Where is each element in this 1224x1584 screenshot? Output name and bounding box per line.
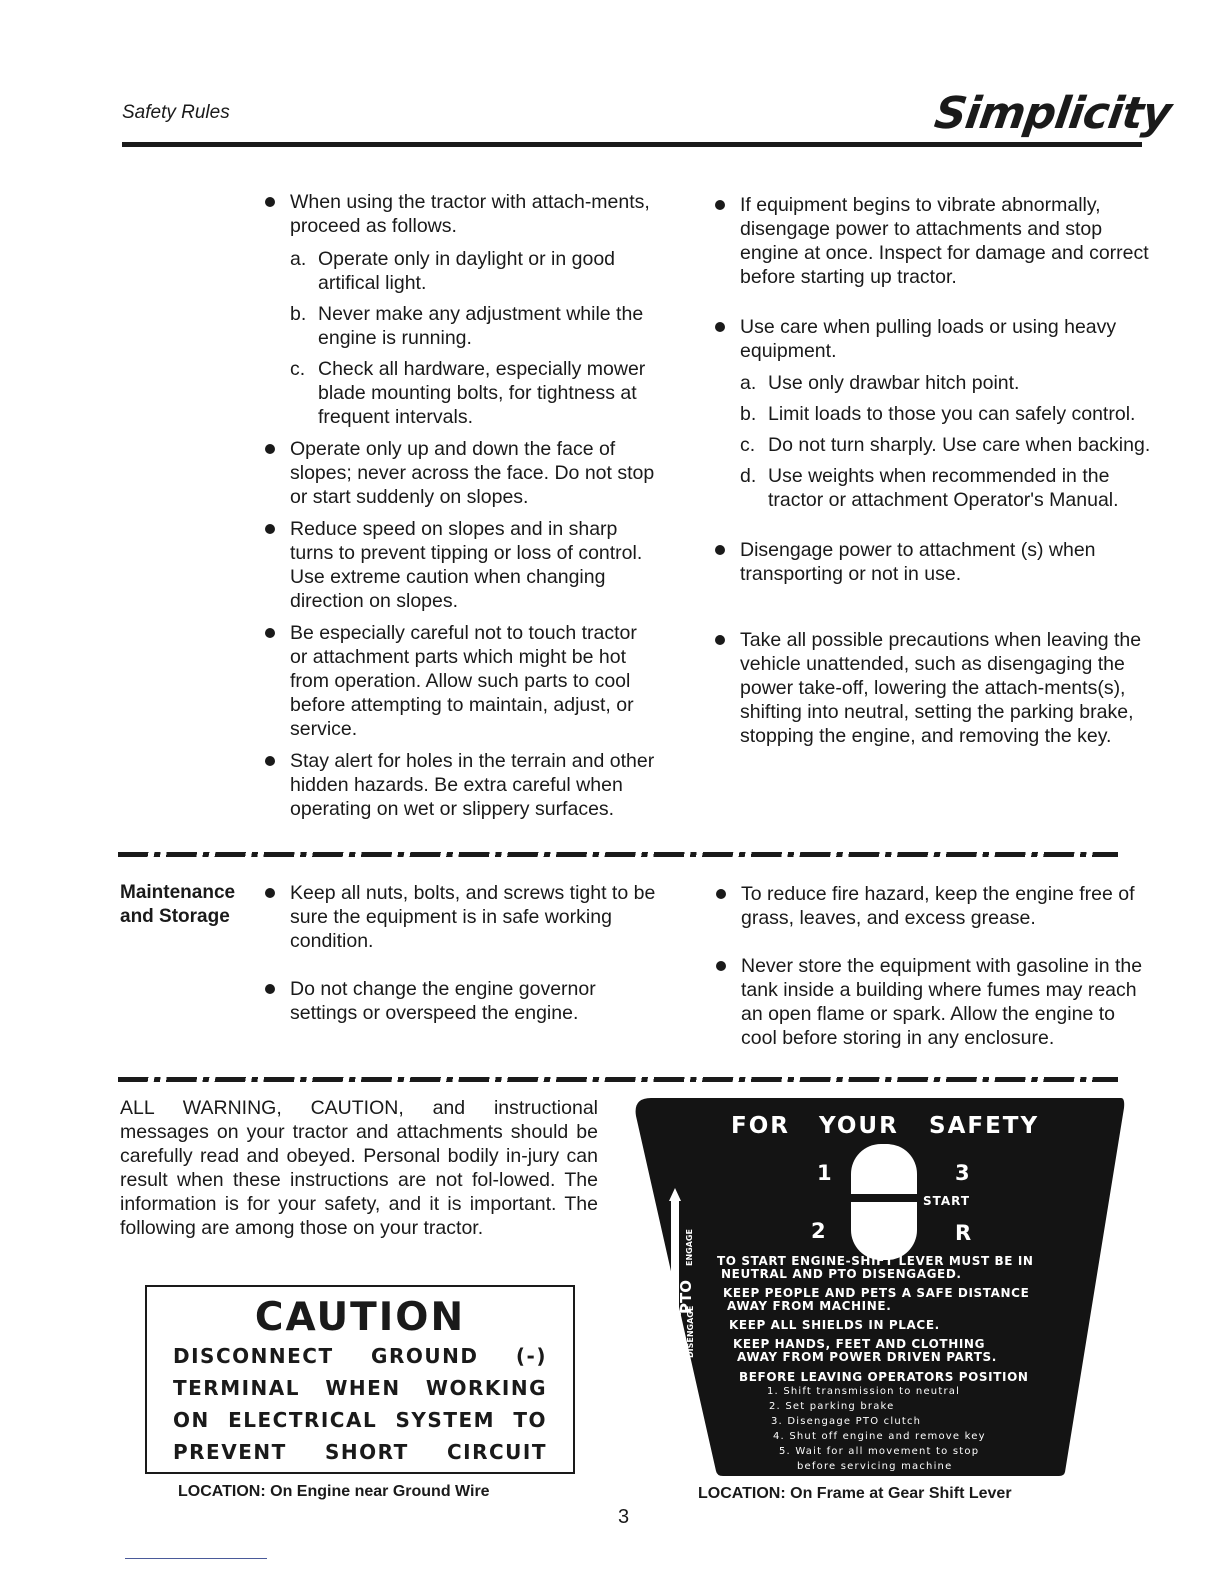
gear-start: START	[923, 1194, 971, 1208]
warning-paragraph: ALL WARNING, CAUTION, and instructional messages on your tractor and attachments should be carefully read and obeyed. Personal bodily in-jury can result when these instructions are not fol-lowed. The information is for your safety, and it is important. The following are among those on your tractor.	[120, 1097, 598, 1239]
decal-title-word: YOUR	[819, 1113, 899, 1139]
list-item: Never store the equipment with gasoline in the tank inside a building where fumes may reach an open flame or spark. Allow the engine to cool before storing in any enclosure.	[713, 954, 1143, 1050]
list-item: If equipment begins to vibrate abnormally, disengage power to attachments and stop engine at once. Inspect for damage and correct before starting up tractor.	[712, 193, 1152, 289]
pto-disengage-label: DISENGAGE	[686, 1305, 695, 1358]
page-number: 3	[618, 1506, 630, 1528]
caution-label	[145, 1285, 575, 1474]
footnote-rule	[125, 1558, 267, 1559]
maintenance-left	[262, 881, 657, 1033]
decal-message: AWAY FROM MACHINE.	[727, 1299, 892, 1313]
brand-logo: Simplicity	[931, 88, 1174, 139]
decal-message: BEFORE LEAVING OPERATORS POSITION	[739, 1370, 1029, 1384]
pto-center-label: CENTER	[674, 1312, 683, 1348]
decal-message: NEUTRAL AND PTO DISENGAGED.	[721, 1267, 962, 1281]
decal-message: AWAY FROM POWER DRIVEN PARTS.	[737, 1350, 997, 1364]
right-column	[712, 193, 1152, 756]
maintenance-label: Maintenance and Storage	[120, 882, 236, 927]
list-item: Do not change the engine governor settings or overspeed the engine.	[262, 977, 657, 1025]
pto-label: PTO	[677, 1280, 695, 1314]
list-item: Use care when pulling loads or using heavy equipment. a. Use only drawbar hitch point. b. Limit loads to those you can safely control. c. Do not turn sharply. Use care when backing. d. Use weights when recommended in the tractor or attachment Operator's Manual.	[712, 315, 1152, 512]
section-divider	[118, 1077, 1118, 1082]
section-title: Safety Rules	[122, 102, 230, 123]
decal-title-word: FOR	[731, 1113, 790, 1139]
decal-step: 4. Shut off engine and remove key	[773, 1431, 986, 1442]
decal-step: 1. Shift transmission to neutral	[767, 1386, 961, 1397]
list-item: Operate only up and down the face of slopes; never across the face. Do not stop or start suddenly on slopes.	[262, 437, 657, 509]
decal-location: LOCATION: On Frame at Gear Shift Lever	[698, 1485, 1012, 1502]
decal-step: 3. Disengage PTO clutch	[771, 1416, 922, 1427]
section-divider	[118, 852, 1118, 857]
header-rule	[122, 142, 1142, 147]
decal-message: TO START ENGINE-SHIFT LEVER MUST BE IN	[717, 1254, 1034, 1268]
caution-line: PREVENT SHORT CIRCUIT	[173, 1440, 547, 1464]
list-item: Disengage power to attachment (s) when transporting or not in use.	[712, 538, 1152, 586]
pto-engage-label: ENGAGE	[685, 1229, 694, 1266]
caution-location: LOCATION: On Engine near Ground Wire	[178, 1483, 490, 1500]
left-column	[262, 190, 657, 829]
list-item: To reduce fire hazard, keep the engine free of grass, leaves, and excess grease.	[713, 882, 1143, 930]
decal-message: KEEP PEOPLE AND PETS A SAFE DISTANCE	[723, 1286, 1030, 1300]
sub-item: c. Do not turn sharply. Use care when backing.	[740, 434, 1151, 456]
decal-title-word: SAFETY	[929, 1113, 1040, 1139]
caution-line: ON ELECTRICAL SYSTEM TO	[173, 1408, 547, 1432]
sub-item: a. Use only drawbar hitch point.	[740, 372, 1020, 394]
gear-1: 1	[817, 1161, 832, 1185]
gear-3: 3	[955, 1161, 970, 1185]
list-item: Take all possible precautions when leaving the vehicle unattended, such as disengaging the power take-off, lowering the attach-ments(s), shifting into neutral, setting the parking brake, stopping the engine, and removing the key.	[712, 628, 1152, 748]
decal-step: 2. Set parking brake	[769, 1401, 895, 1412]
sub-item: a. Operate only in daylight or in good artifical light.	[290, 248, 616, 294]
list-item: Reduce speed on slopes and in sharp turns to prevent tipping or loss of control. Use extreme caution when changing direction on slopes.	[262, 517, 657, 613]
sub-item: d. Use weights when recommended in the tractor or attachment Operator's Manual.	[740, 465, 1119, 511]
decal-message: KEEP HANDS, FEET AND CLOTHING	[733, 1337, 986, 1351]
decal-step: before servicing machine	[797, 1461, 953, 1472]
list-item: Keep all nuts, bolts, and screws tight to be sure the equipment is in safe working condition.	[262, 881, 657, 953]
caution-title: CAUTION	[254, 1295, 466, 1340]
sub-item: b. Never make any adjustment while the engine is running.	[290, 303, 644, 349]
decal-step: 5. Wait for all movement to stop	[779, 1446, 980, 1457]
caution-line: TERMINAL WHEN WORKING	[173, 1376, 547, 1400]
gear-2: 2	[811, 1219, 826, 1243]
sub-item: c. Check all hardware, especially mower blade mounting bolts, for tightness at frequent intervals.	[290, 358, 646, 428]
sub-item: b. Limit loads to those you can safely control.	[740, 403, 1136, 425]
maintenance-right	[713, 882, 1143, 1058]
safety-decal	[633, 1096, 1125, 1476]
caution-line: DISCONNECT GROUND (-)	[173, 1344, 547, 1368]
list-item: Be especially careful not to touch tractor or attachment parts which might be hot from operation. Allow such parts to cool before attempting to maintain, adjust, or service.	[262, 621, 657, 741]
list-item: Stay alert for holes in the terrain and other hidden hazards. Be extra careful when operating on wet or slippery surfaces.	[262, 749, 657, 821]
list-item: When using the tractor with attach-ments, proceed as follows. a. Operate only in daylight or in good artifical light. b. Never make any adjustment while the engine is running. c. Check all hardware, especially mower blade mounting bolts, for tightness at frequent intervals.	[262, 190, 657, 429]
gear-reverse: R	[955, 1221, 972, 1245]
decal-message: KEEP ALL SHIELDS IN PLACE.	[729, 1318, 940, 1332]
